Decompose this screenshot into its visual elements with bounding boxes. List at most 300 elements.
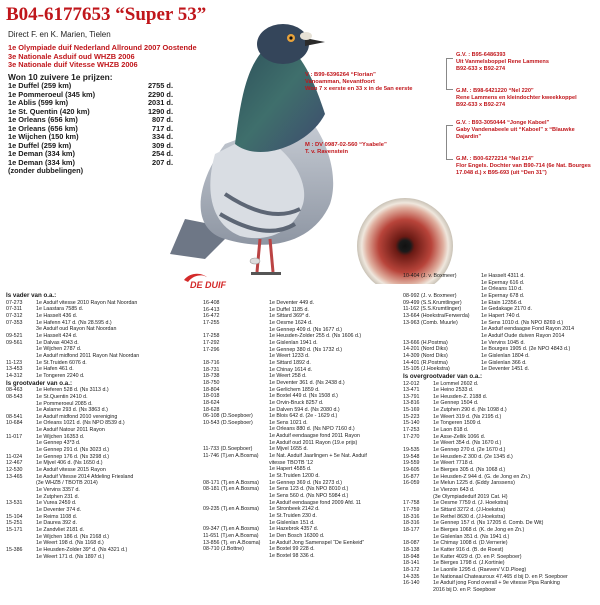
ring-number — [6, 401, 36, 408]
win-race: 1e Deman (334 km) — [8, 157, 75, 167]
result-row — [203, 340, 403, 347]
result-text: 1e Laon 818 d. — [433, 427, 469, 434]
result-row — [203, 426, 403, 433]
result-text: 1e Rethel 8630 d. (J.Hoekstra) — [433, 513, 506, 520]
sire-line: Vanoamman, Nevantfoort — [305, 79, 375, 85]
result-row — [203, 486, 403, 493]
result-text: 1e Gennep 380 d. (Ns 1732 d.) — [269, 346, 343, 353]
result-text: 1e Sens 1010 d. (Ns NPO 8269 d.) — [481, 319, 564, 326]
result-text: 1e Weert 171 d. (Ns 1897 d.) — [36, 553, 105, 560]
result-row — [6, 300, 196, 307]
ring-number: 07-312 — [6, 312, 23, 319]
result-row — [6, 520, 196, 527]
honor-item: 1e Olympiade duif Nederland Allround 2007 Oostende — [8, 43, 197, 52]
result-row — [403, 540, 598, 547]
ring-number: 16-140 — [403, 580, 420, 587]
result-row — [403, 580, 598, 587]
result-row — [203, 353, 403, 360]
result-text: 1e Sittard 1892 d. — [269, 359, 311, 366]
result-text: 1e Asduif Natour 2011 Rayon — [36, 427, 105, 434]
result-row — [203, 360, 403, 367]
win-race: 1e Pommeroeul (345 km) — [8, 89, 96, 99]
section-heading: Is overgrootvader van o.a.: — [403, 372, 483, 380]
result-text: 1e St.Truiden 230 d. — [269, 513, 317, 519]
ring-number: 15-223 — [403, 413, 420, 420]
result-row — [403, 340, 598, 347]
result-row — [6, 460, 196, 467]
result-row — [203, 400, 403, 407]
ring-number — [203, 466, 269, 473]
ring-number — [6, 540, 36, 547]
result-text: 1e Asduif eendaagse Fond Rayon 2014 — [481, 326, 575, 333]
dam-bracket — [446, 125, 453, 160]
ring-number — [6, 407, 36, 414]
offspring-column-3 — [403, 273, 598, 594]
result-row — [6, 394, 196, 401]
result-row — [203, 347, 403, 354]
result-text: 1e Weert 198 d. (Ns 1168 d.) — [36, 540, 104, 547]
result-text: 1e Mjvel 1655 d. — [269, 446, 308, 453]
result-row — [6, 447, 196, 454]
result-text: 1e Gerlichem 1859 d. — [269, 386, 320, 393]
ring-number — [403, 286, 481, 293]
ring-number — [203, 440, 269, 447]
gg-line: B92-633 x B92-274 — [456, 101, 506, 108]
result-text: 1e Asduif vitesse 2010 Rayon Nat Noordan — [36, 299, 138, 306]
result-text: 1e Boxtel 99 228 d. — [269, 546, 315, 553]
ring-number: 17-270 — [403, 433, 420, 440]
ring-number: 18-316 — [403, 513, 420, 520]
ring-number — [6, 353, 36, 360]
ring-number: 13-465 — [6, 473, 23, 480]
gg-line: Uit Vanmelsboppel Rene Lammens — [456, 58, 549, 65]
result-row — [6, 467, 196, 474]
ring-number: 12-530 — [6, 467, 23, 474]
result-text: 1e Blois 642 d. (2e - 1629 d.) — [269, 413, 338, 420]
result-row — [6, 420, 196, 427]
result-row — [203, 446, 403, 453]
ring-number: 18-731 — [203, 366, 220, 373]
result-row — [403, 414, 598, 421]
result-row — [203, 407, 403, 414]
ring-number — [403, 534, 433, 541]
result-text: 1e Dalvas 4043 d. — [36, 339, 79, 346]
ring-number: 18-738 — [203, 373, 220, 380]
result-text: 1e Sens 1021 d. — [269, 419, 308, 426]
win-birds: 207 d. — [152, 157, 173, 167]
ring-number: 18-087 — [403, 540, 420, 547]
result-text: 1e Sittard 3272 d. (J.Hoekstra) — [433, 506, 506, 513]
result-row — [403, 273, 598, 280]
result-row — [403, 520, 598, 527]
result-row — [6, 474, 196, 481]
ring-number: 16-413 — [203, 306, 220, 313]
result-row — [203, 480, 403, 487]
ring-number: 16-877 — [403, 473, 420, 480]
ring-number — [403, 487, 433, 494]
honor-item: 3e Nationale Asduif oud WHZB 2006 — [8, 51, 135, 61]
result-text: 1e Asduif jong Fond overall + 9e vitesse Pipa Ranking — [433, 580, 560, 587]
ring-number: 14-312 — [6, 372, 23, 379]
sire-bracket — [446, 58, 453, 90]
gg-line: G.M. : B98-6421220 “Nel 220” — [456, 88, 534, 94]
result-row — [6, 401, 196, 408]
ring-number — [203, 353, 269, 360]
ring-number — [403, 587, 433, 594]
ring-number: 18-750 — [203, 379, 220, 386]
ring-number: 18-172 — [403, 566, 420, 573]
result-text: 1e Orvin-Bruck 8257 d. — [269, 399, 324, 406]
ring-number: 11-024 — [6, 453, 23, 460]
result-row — [403, 554, 598, 561]
result-text: 1e Heusden-Z 944 d. (G. de Jong en Zn.) — [433, 473, 531, 480]
wins-list — [8, 82, 173, 176]
grandsire-sire — [456, 52, 600, 73]
eye-closeup-icon — [357, 198, 453, 284]
result-text: 1e Asse-Zellik 1066 d. — [433, 433, 486, 440]
result-text: 1e Reims 1108 d. — [36, 513, 78, 520]
gg-line: Rene Lammens en kleindochter kweekkoppel — [456, 94, 577, 101]
result-text: 1e Gennep 291 d. (Ns 3023 d.) — [36, 447, 110, 454]
result-text: 1e Laonile 1295 d. (Raeven/ V.D.Ploeg) — [433, 566, 527, 573]
result-text: 1e Hapert 740 d. — [481, 312, 521, 319]
ring-number: 12-012 — [403, 380, 420, 387]
ring-number: 08-710 (J.Bottne) — [203, 546, 244, 553]
result-text: 1e Asduif Vitesse 2014 Afdeling Friesland — [36, 473, 134, 480]
ring-number: 15-251 — [6, 520, 23, 527]
ring-number — [403, 280, 481, 287]
result-text: 1e Gennep 369 d. (Ns 2273 d.) — [269, 479, 343, 486]
ring-number: 14-335 — [403, 573, 420, 580]
result-row — [203, 506, 403, 513]
result-row — [203, 373, 403, 380]
gg-line: G.V. : B93-3050444 “Jonge Kaboel” — [456, 120, 550, 126]
gg-line: B92-633 x B92-274 — [456, 65, 506, 72]
ring-number: 18-138 — [403, 546, 420, 553]
sire-line: V : B99-6396264 “Florian” — [305, 72, 376, 78]
result-row — [403, 507, 598, 514]
win-birds: 2755 d. — [147, 81, 173, 90]
result-row — [6, 527, 196, 534]
result-row — [203, 307, 403, 314]
ring-number — [203, 433, 269, 440]
result-text: 1e Daurea 392 d. — [36, 520, 77, 527]
ring-number: 17-758 — [403, 500, 420, 507]
result-text: (3e Olympiadeduif 2019 Cat. H) — [433, 493, 508, 500]
ring-number: 11-651 (Tj.en A.Bosma) — [203, 532, 259, 539]
result-text: 1e Epernay 678 d. — [481, 292, 525, 299]
ring-number: 17-255 — [203, 319, 220, 326]
result-row — [203, 546, 403, 553]
ring-number — [6, 487, 36, 494]
ring-number — [203, 426, 269, 433]
wins-note: (zonder dubbelingen) — [8, 166, 84, 176]
ring-number: 17-253 — [403, 427, 420, 434]
ring-number: 14-401 (R.Postma) — [403, 359, 448, 366]
result-row — [6, 360, 196, 367]
ring-number: 08-541 — [6, 413, 23, 420]
result-text: 1e Deventer 449 d. — [269, 300, 315, 306]
ring-number — [203, 460, 269, 467]
win-birds: 2031 d. — [147, 98, 173, 108]
result-text: 1e Bourges 1905 d. (2e NPO 4843 d.) — [481, 346, 571, 353]
ring-number: 18-624 — [203, 399, 220, 406]
de-duif-logo — [180, 270, 236, 290]
result-text: 1e Gennep 157 d. (Ns 17205 d. Comb. De Wit) — [433, 520, 544, 527]
ring-number: 09-499 (S.S.Krumtlinger) — [403, 299, 462, 306]
ring-number: 11-733 (D.Soepboer) — [203, 446, 253, 453]
result-text: 1e Mjvel 406 d. (Ns 1650 d.) — [36, 460, 103, 467]
ring-number: 10-684 — [6, 420, 23, 427]
ring-number: 15-169 — [403, 407, 420, 414]
result-row — [6, 427, 196, 434]
result-text: 1e Orleans 880 d. (Ns NPO 7160 d.) — [269, 426, 355, 433]
ring-number: 18-628 — [203, 406, 220, 413]
ring-number — [6, 507, 36, 514]
result-text: 1e Sens 560 d. (Ns NPO 5984 d.) — [269, 493, 349, 500]
ring-number: 18-177 — [403, 526, 420, 533]
ring-number: 19-605 — [403, 467, 420, 474]
result-row — [6, 387, 196, 394]
result-text: 1e Hafenn 417 d. (Ns 28.595 d.) — [36, 319, 112, 326]
result-text: 1e Wijchen 186 d. (Ns 2168 d.) — [36, 533, 110, 540]
result-row — [403, 487, 598, 494]
result-text: 1e Gislenlan 151 d. — [269, 519, 315, 526]
result-text: 1e Asduif Jong Samenspel “De Eenkeid” — [269, 539, 365, 546]
result-row — [203, 540, 403, 547]
win-birds: 807 d. — [152, 115, 173, 125]
result-row — [403, 420, 598, 427]
ring-number: 06-108 (D.Soepboer) — [203, 413, 253, 420]
page-title: B04-6177653 “Super 53” — [6, 4, 207, 25]
result-text: 1e St.Quentin 2410 d. — [36, 393, 88, 400]
result-text: 1e Hapert 4585 d. — [269, 466, 312, 473]
result-text: 1e Stronbeek 2142 d. — [269, 506, 320, 513]
result-row — [6, 340, 196, 347]
ring-number: 15-105 (J.Hoekstra) — [403, 366, 450, 373]
result-row — [6, 320, 196, 327]
dam-info — [305, 142, 445, 156]
ring-number — [403, 326, 481, 333]
result-row — [6, 507, 196, 514]
result-row — [403, 560, 598, 567]
result-row — [203, 327, 403, 334]
ring-number: 19-559 — [403, 460, 420, 467]
result-row — [403, 293, 598, 300]
result-row — [203, 453, 403, 460]
ring-number: 17-296 — [203, 346, 220, 353]
result-text: 1e Chimay 1008 d. (D.Vernerie) — [433, 540, 508, 547]
ring-number: 13-453 — [6, 366, 23, 373]
result-row — [403, 427, 598, 434]
result-row — [403, 447, 598, 454]
result-text: 1e Hasselt 424 d. — [36, 332, 78, 339]
result-row — [403, 381, 598, 388]
result-text: 1e Katter 4029 d. (D. en P. Soepboer) — [433, 553, 522, 560]
ring-number: 12-467 — [6, 460, 23, 467]
result-text: 1e Weert 7718 d. — [433, 460, 474, 467]
result-text: 1e Zandvliet 2181 d. — [36, 526, 85, 533]
win-race: 1e Ablis (599 km) — [8, 98, 69, 108]
ring-number — [203, 473, 269, 480]
result-text: 1e Heusden-Zolder 255 d. (Ns 1606 d.) — [269, 333, 362, 340]
sire-line: Won 7 x eerste en 33 x in de 5an eerste — [305, 86, 413, 92]
result-row — [203, 460, 403, 467]
result-row — [403, 326, 598, 333]
result-row — [403, 394, 598, 401]
ring-number: 15-386 — [6, 546, 23, 553]
gg-line: Dajardin” — [456, 133, 482, 140]
win-race: 1e Orleans (656 km) — [8, 115, 78, 125]
win-race: 1e St. Quentin (420 km) — [8, 106, 90, 116]
result-row — [6, 434, 196, 441]
result-text: 1e Gislenlan 366 d. — [481, 359, 527, 366]
result-text: 1e Den Bosch 16300 d. — [269, 532, 325, 539]
result-row — [403, 434, 598, 441]
result-text: 1e Boxtel 449 d. (Ns 1508 d.) — [269, 393, 338, 400]
result-text: 1e Gennep 1504 d. — [433, 400, 479, 407]
result-row — [6, 353, 196, 360]
result-row — [6, 346, 196, 353]
result-text: 1e Heusden-Z. 2188 d. — [433, 393, 488, 400]
result-text: 1e Wijchen 16353 d. — [36, 433, 85, 440]
result-row — [403, 547, 598, 554]
result-row — [203, 300, 403, 307]
result-row — [403, 534, 598, 541]
result-row — [6, 487, 196, 494]
result-row — [403, 353, 598, 360]
result-row — [403, 286, 598, 293]
ring-number — [403, 494, 433, 501]
result-text: 1e Hazebrok 4357 d. — [269, 526, 319, 533]
win-birds: 334 d. — [152, 132, 173, 142]
result-row — [203, 367, 403, 374]
result-text: 1e St.Truiden 6076 d. — [36, 359, 87, 366]
result-row — [6, 500, 196, 507]
ring-number: 18-716 — [203, 359, 220, 366]
gg-line: G.M. : B00-6272214 “Nel 214” — [456, 156, 534, 162]
ring-number: 16-408 — [203, 300, 220, 306]
result-row — [403, 387, 598, 394]
ring-number: 14-201 (Nord Diks) — [403, 346, 448, 353]
result-text: 2016 bij D. en P. Soepboer — [433, 586, 496, 593]
ring-number — [6, 494, 36, 501]
ring-number: 09-521 — [6, 332, 23, 339]
result-row — [203, 320, 403, 327]
result-row — [403, 313, 598, 320]
win-race: 1e Duffel (259 km) — [8, 140, 72, 150]
result-text: 1e Vierzon 643 d. — [433, 487, 475, 493]
result-row — [6, 554, 196, 561]
result-row — [203, 413, 403, 420]
result-text: 1e Deventer 1451 d. — [481, 366, 530, 373]
ring-number — [6, 440, 36, 447]
ring-number: 07-273 — [6, 299, 23, 306]
result-row — [403, 460, 598, 467]
ring-number: 11-746 (Tj.en A.Bosma) — [203, 453, 259, 460]
ring-number: 19-548 — [403, 453, 420, 460]
result-row — [6, 407, 196, 414]
result-text: 1e Weert 319 d. (Ns 2195 d.) — [433, 413, 502, 420]
ring-number: 08-181 (Tj.en A.Bosma) — [203, 486, 259, 493]
result-row — [203, 440, 403, 447]
result-row — [403, 306, 598, 313]
ring-number: 08-463 — [6, 387, 23, 394]
ring-number — [6, 326, 36, 333]
result-text: 3e Asduif oud Rayon Nat Noordan — [36, 326, 117, 333]
result-text: 1e Weert 1233 d. — [269, 353, 310, 360]
result-text: 1e Gennep 409 d. (Ns 1677 d.) — [269, 326, 343, 333]
result-row — [203, 466, 403, 473]
result-text: 1e Chinay 1614 d. — [269, 366, 312, 373]
result-text: 1e Asduif midfond 2010 vereniging — [36, 413, 118, 420]
result-row — [203, 513, 403, 520]
result-row — [403, 474, 598, 481]
win-race: 1e Duffel (259 km) — [8, 81, 72, 90]
ring-number — [6, 480, 36, 487]
result-row — [203, 387, 403, 394]
result-text: 1e Melun 1225 d. (Eddy Janssens) — [433, 480, 515, 487]
result-text: 1e Asduif midfond 2011 Rayon Nat Noordan — [36, 352, 140, 359]
result-text: 1e Hasselt 436 d. — [36, 312, 78, 319]
ring-number: 13-471 — [403, 387, 420, 394]
ring-number: 09-347 (Tj.en A.Bosma) — [203, 526, 259, 533]
result-row — [6, 547, 196, 554]
result-row — [6, 540, 196, 547]
grandsire-dam — [456, 120, 600, 141]
ring-number: 13-666 (H.Postma) — [403, 339, 448, 346]
win-race: 1e Deman (334 km) — [8, 149, 75, 159]
result-text: 1e Tongeren 1509 d. — [433, 420, 482, 427]
honor-item: 3e Nationale duif Vitesse WHZB 2006 — [8, 60, 138, 70]
result-text: vitesse TBOTB ’12 — [269, 459, 314, 466]
dam-line: M : DV 0987-02-560 “Ysabele” — [305, 142, 387, 148]
granddam-dam — [456, 156, 600, 177]
result-text: 1e Boxtel 98 336 d. — [269, 552, 315, 559]
result-text: 1e Gedakage 2170 d. — [481, 306, 532, 313]
result-row — [403, 514, 598, 521]
ring-number: 07-311 — [6, 306, 23, 313]
result-row — [6, 326, 196, 333]
ring-number: 18-018 — [203, 393, 220, 400]
result-row — [403, 280, 598, 287]
ring-number: 13-963 (Comb. Muurle) — [403, 319, 458, 326]
result-text: 1e Heusden-Zolder 39* d. (Ns 4321 d.) — [36, 546, 128, 553]
result-row — [203, 533, 403, 540]
result-row — [6, 514, 196, 521]
ring-number: 17-292 — [203, 339, 220, 346]
result-text: 1e Orleans 110 d. — [481, 286, 523, 293]
ring-number: 18-141 — [403, 560, 420, 567]
ring-number: 13-664 (Hoekstra/Ferwerda) — [403, 312, 470, 319]
section-heading: Is grootvader van o.a.: — [6, 379, 73, 387]
ring-number — [203, 493, 269, 500]
result-row — [403, 400, 598, 407]
result-text: 1e Zutphen 231 d. — [36, 493, 79, 500]
ring-number: 11-017 — [6, 433, 23, 440]
result-row — [403, 360, 598, 367]
result-row — [403, 494, 598, 501]
ring-number: 08-171 (Tj.en A.Bosma) — [203, 479, 259, 486]
result-row — [203, 393, 403, 400]
ring-number — [203, 327, 269, 334]
win-birds: 254 d. — [152, 149, 173, 159]
result-row — [203, 380, 403, 387]
result-text: 1e St.Truiden 1200 d. — [269, 473, 320, 480]
result-text: 1e Deventer 361 d. (Ns 2438 d.) — [269, 379, 345, 386]
win-birds: 1290 d. — [147, 106, 173, 116]
result-row — [403, 574, 598, 581]
